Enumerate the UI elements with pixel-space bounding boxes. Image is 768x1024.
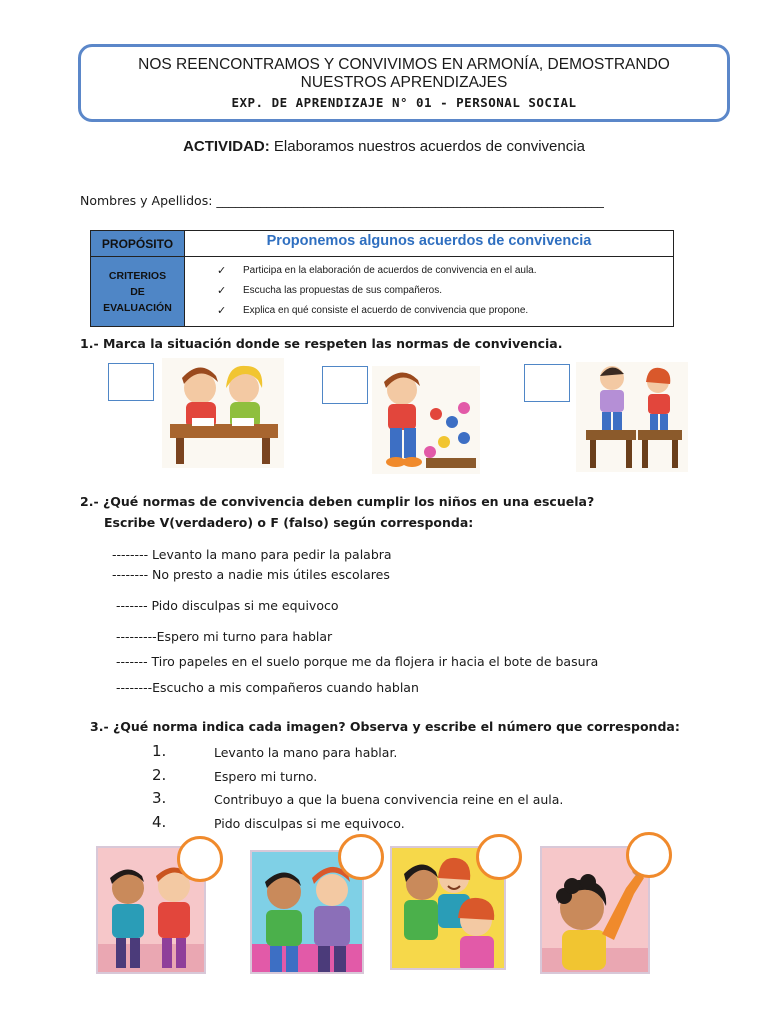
item-number: 1.	[152, 742, 167, 760]
header-box	[78, 44, 730, 122]
question2-instruction: Escribe V(verdadero) o F (falso) según corresponda:	[104, 515, 474, 530]
criteria-item: ✓ Escucha las propuestas de sus compañeros.	[217, 281, 673, 301]
situation-checkbox-3[interactable]	[524, 364, 570, 402]
criteria-label	[91, 257, 185, 326]
answer-circle-3[interactable]	[476, 834, 522, 880]
answer-circle-4[interactable]	[626, 832, 672, 878]
criteria-item: ✓ Participa en la elaboración de acuerdos de convivencia en el aula.	[217, 261, 673, 281]
children-standing-on-desks-image	[576, 362, 688, 472]
true-false-item[interactable]: --------Escucho a mis compañeros cuando hablan	[116, 680, 419, 695]
true-false-item[interactable]: ---------Espero mi turno para hablar	[116, 629, 333, 644]
item-text: Espero mi turno.	[214, 768, 318, 784]
situation-checkbox-1[interactable]	[108, 363, 154, 401]
true-false-item[interactable]: ------- Tiro papeles en el suelo porque me da flojera ir hacia el bote de basura	[116, 654, 599, 669]
item-number: 2.	[152, 765, 167, 784]
item-text: Contribuyo a que la buena convivencia reine en el aula.	[214, 792, 564, 807]
child-stepping-on-flowers-image	[372, 366, 480, 474]
header-title-line1: NOS REENCONTRAMOS Y CONVIVIMOS EN ARMONÍA, DEMOSTRANDO	[138, 56, 670, 73]
criteria-label-line: EVALUACIÓN	[103, 302, 172, 314]
purpose-label: PROPÓSITO	[91, 231, 185, 257]
criteria-label-line: CRITERIOS	[108, 270, 167, 282]
true-false-item[interactable]: -------- Levanto la mano para pedir la palabra	[112, 547, 392, 562]
criteria-list	[185, 257, 673, 326]
names-field[interactable]: Nombres y Apellidos: ______________________________________________________________	[80, 193, 604, 208]
purpose-table	[90, 230, 674, 327]
activity-text: Elaboramos nuestros acuerdos de convivencia	[269, 138, 585, 155]
activity-label: ACTIVIDAD:	[183, 138, 270, 155]
criteria-item: ✓ Explica en qué consiste el acuerdo de convivencia que propone.	[217, 301, 673, 321]
header-title-line2: NUESTROS APRENDIZAJES	[300, 74, 508, 91]
item-text: Levanto la mano para hablar.	[214, 745, 398, 760]
question3-text: 3.- ¿Qué norma indica cada imagen? Observa y escribe el número que corresponda:	[90, 719, 680, 734]
question1-text: 1.- Marca la situación donde se respeten las normas de convivencia.	[80, 336, 563, 351]
criteria-label-line: DE	[130, 286, 145, 298]
children-writing-at-desk-image	[162, 358, 284, 468]
answer-circle-2[interactable]	[338, 834, 384, 880]
answer-circle-1[interactable]	[177, 836, 223, 882]
purpose-value: Proponemos algunos acuerdos de convivencia	[185, 231, 673, 257]
activity-line	[0, 138, 768, 155]
true-false-item[interactable]: ------- Pido disculpas si me equivoco	[116, 598, 339, 613]
situation-checkbox-2[interactable]	[322, 366, 368, 404]
true-false-item[interactable]: -------- No presto a nadie mis útiles escolares	[112, 567, 390, 582]
experience-subtitle: EXP. DE APRENDIZAJE N° 01 - PERSONAL SOCIAL	[231, 95, 577, 110]
question2-text: 2.- ¿Qué normas de convivencia deben cumplir los niños en una escuela?	[80, 494, 595, 509]
item-text: Pido disculpas si me equivoco.	[214, 815, 405, 831]
item-number: 3.	[152, 789, 167, 807]
item-number: 4.	[152, 812, 167, 831]
